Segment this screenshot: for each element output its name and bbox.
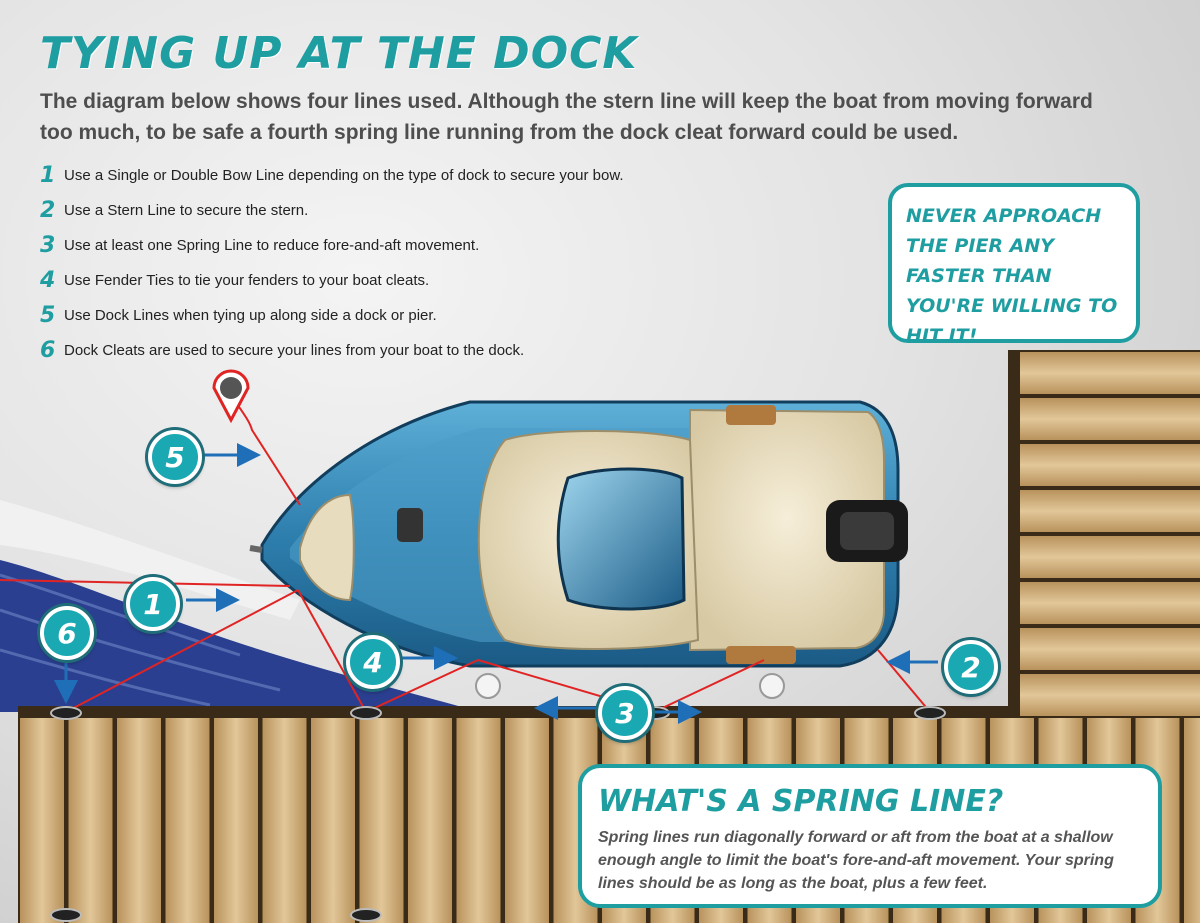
step-text: Use a Stern Line to secure the stern.: [64, 202, 309, 219]
dock-plank: [166, 718, 210, 923]
step-4: [40, 263, 624, 298]
step-text: Use Fender Ties to tie your fenders to your boat cleats.: [64, 272, 430, 289]
dock-plank: [505, 718, 549, 923]
badge-3: 3: [598, 686, 652, 740]
boat-hatch: [397, 508, 423, 542]
dock-plank: [69, 718, 113, 923]
step-number: 1: [40, 163, 56, 188]
step-6: [40, 333, 624, 368]
step-text: Use a Single or Double Bow Line depending on the type of dock to secure your bow.: [64, 167, 624, 184]
badge-4: 4: [346, 635, 400, 689]
dock-plank: [1020, 398, 1200, 440]
dock-plank: [1020, 490, 1200, 532]
warning-callout: [888, 183, 1140, 347]
step-number: 3: [40, 233, 56, 258]
boat: [250, 402, 908, 666]
spring-line-callout: [578, 764, 1162, 908]
dock-plank: [457, 718, 501, 923]
step-number: 4: [40, 268, 56, 293]
dock-plank: [263, 718, 307, 923]
dock-plank: [1020, 536, 1200, 578]
dock-plank: [1020, 674, 1200, 716]
warning-text: NEVER APPROACH THE PIER ANY FASTER THAN YOU'RE WILLING TO HIT IT!: [906, 205, 1118, 347]
intro-text: The diagram below shows four lines used. Although the stern line will keep the boat from moving forward too much, to be safe a fourth spring line running from the dock cleat forward could be used.: [40, 90, 1093, 144]
step-text: Use at least one Spring Line to reduce fore-and-aft movement.: [64, 237, 480, 254]
step-5: [40, 298, 624, 333]
dock-plank: [20, 718, 64, 923]
dock-plank: [117, 718, 161, 923]
page-title: TYING UP AT THE DOCK: [40, 28, 638, 79]
dock-plank: [214, 718, 258, 923]
boat-windshield: [558, 469, 684, 609]
step-2: [40, 193, 624, 228]
badge-6: 6: [40, 606, 94, 660]
step-3: [40, 228, 624, 263]
dock-plank: [1020, 628, 1200, 670]
dock-plank: [1184, 718, 1200, 923]
step-number: 2: [40, 198, 56, 223]
step-text: Use Dock Lines when tying up along side a dock or pier.: [64, 307, 437, 324]
step-1: [40, 158, 624, 193]
boat-seat-top: [726, 405, 776, 425]
step-text: Dock Cleats are used to secure your lines from your boat to the dock.: [64, 342, 525, 359]
dock-plank: [1020, 444, 1200, 486]
dock-plank: [1020, 352, 1200, 394]
step-number: 5: [40, 303, 56, 328]
steps-list: [40, 158, 624, 368]
spring-line-body: Spring lines run diagonally forward or aft from the boat at a shallow enough angle to limit the boat's fore-and-aft movement. Your spring lines should be as long as the boat, plus a few feet.: [598, 829, 1114, 892]
spring-line-heading: WHAT'S A SPRING LINE?: [598, 784, 1004, 819]
badge-2: 2: [944, 640, 998, 694]
dock-plank: [1020, 582, 1200, 624]
step-number: 6: [40, 338, 56, 363]
badge-1: 1: [126, 577, 180, 631]
dock-plank: [360, 718, 404, 923]
dock-plank: [408, 718, 452, 923]
badge-5: 5: [148, 430, 202, 484]
dock-plank: [311, 718, 355, 923]
